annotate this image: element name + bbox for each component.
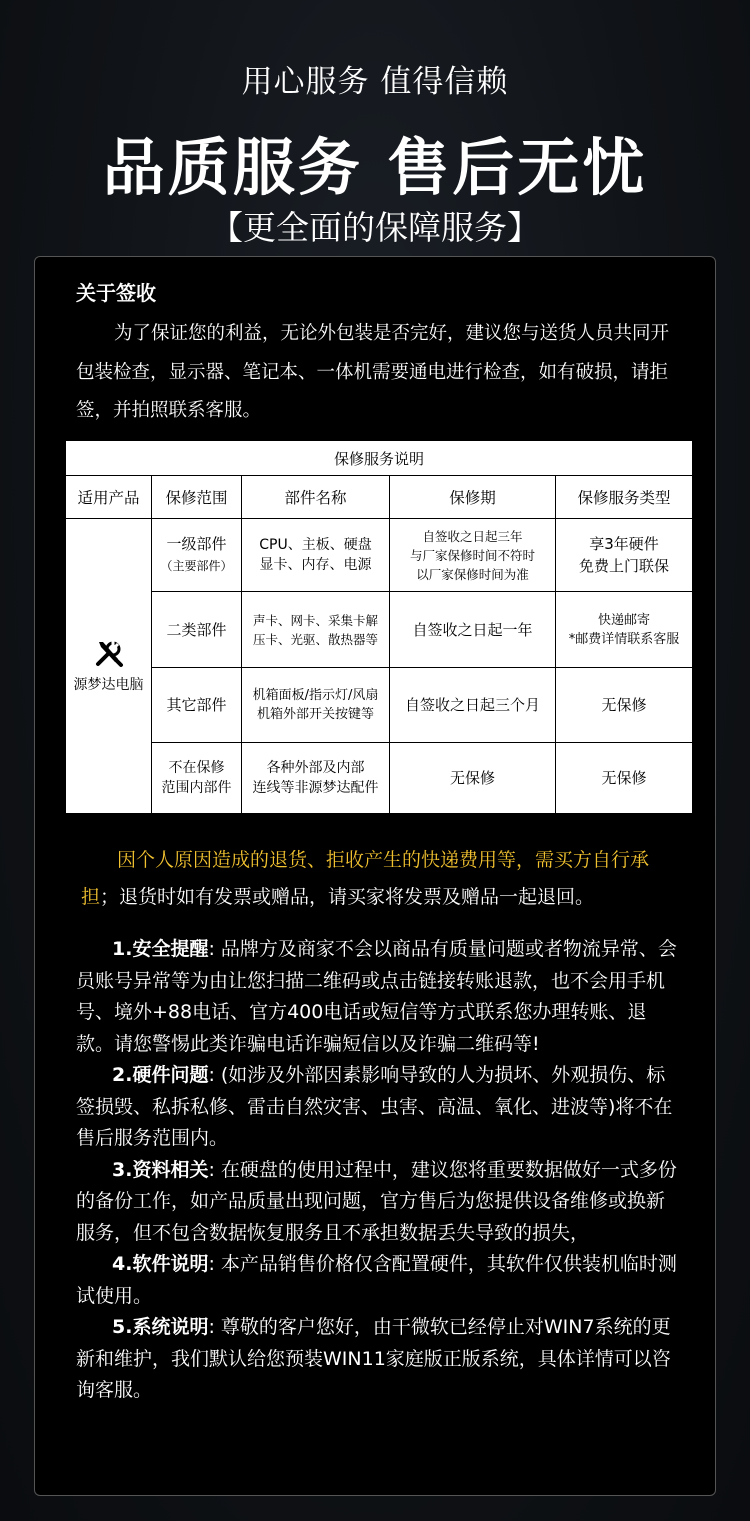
parts-line: 机箱外部开关按键等 bbox=[256, 707, 374, 722]
table-row bbox=[66, 743, 693, 814]
parts-line: CPU、主板、硬盘 bbox=[259, 537, 372, 553]
notice-text: : 本产品销售价格仅含配置硬件，其软件仅供装机临时测试使用。 bbox=[76, 1253, 677, 1307]
product-name: 源梦达电脑 bbox=[73, 676, 144, 693]
scope-note: （主要部件） bbox=[160, 559, 233, 573]
type-line: 快递邮寄 bbox=[598, 612, 651, 628]
notice-text: : 尊敬的客户您好，由干微软已经停止对WIN7系统的更新和维护，我们默认给您预装WIN11家庭版正版系统，具体详情可以咨询客服。 bbox=[76, 1316, 671, 1401]
notice-item bbox=[76, 1060, 681, 1155]
period-line: 与厂家保修时间不符时 bbox=[409, 547, 535, 563]
notice-label: 4.软件说明 bbox=[112, 1253, 209, 1275]
period-cell: 自签收之日起三个月 bbox=[390, 668, 556, 743]
col-header: 保修范围 bbox=[152, 476, 242, 519]
table-row bbox=[66, 519, 693, 592]
period-line: 自签收之日起三年 bbox=[422, 528, 523, 544]
period-line: 以厂家保修时间为准 bbox=[416, 566, 529, 582]
header-title: 品质服务 售后无忧 bbox=[102, 131, 648, 204]
col-header: 保修服务类型 bbox=[556, 476, 693, 519]
col-header: 保修期 bbox=[390, 476, 556, 519]
notice-label: 2.硬件问题 bbox=[112, 1064, 209, 1086]
parts-line: 连线等非源梦达配件 bbox=[252, 780, 379, 796]
sign-body bbox=[76, 315, 676, 431]
type-line: 免费上门联保 bbox=[579, 557, 670, 575]
parts-cell bbox=[242, 743, 390, 814]
notice-text: : (如涉及外部因素影响导致的人为损坏、外观损伤、标签损毁、私拆私修、雷击自然灾害、虫害、高温、氧化、进波等)将不在售后服务范围内。 bbox=[76, 1064, 673, 1149]
type-line: 享3年硬件 bbox=[589, 535, 659, 553]
parts-cell bbox=[242, 592, 390, 668]
parts-cell bbox=[242, 668, 390, 743]
type-cell bbox=[556, 592, 693, 668]
parts-line: 显卡、内存、电源 bbox=[259, 557, 372, 573]
table-title: 保修服务说明 bbox=[66, 441, 693, 476]
scope-cell: 二类部件 bbox=[152, 592, 242, 668]
header-tagline: 【更全面的保障服务】 bbox=[210, 208, 540, 247]
scope-line: 范围内部件 bbox=[161, 780, 232, 796]
parts-line: 压卡、光驱、散热器等 bbox=[252, 631, 378, 647]
parts-line: 声卡、网卡、采集卡解 bbox=[252, 612, 378, 628]
wrench-screwdriver-icon bbox=[94, 638, 124, 668]
notice-label: 5.系统说明 bbox=[112, 1316, 209, 1338]
scope-cell bbox=[152, 743, 242, 814]
header-subtitle: 用心服务 值得信赖 bbox=[241, 64, 509, 100]
sign-body-text: 为了保证您的利益，无论外包装是否完好，建议您与送货人员共同开包装检查，显示器、笔记本、一体机需要通电进行检查，如有破损，请拒签，并拍照联系客服。 bbox=[76, 323, 670, 421]
service-card bbox=[34, 256, 716, 1496]
scope-cell: 其它部件 bbox=[152, 668, 242, 743]
notice-label: 1.安全提醒 bbox=[112, 938, 209, 960]
notice-text: : 在硬盘的使用过程中，建议您将重要数据做好一式多份的备份工作，如产品质量出现问题，官方售后为您提供设备维修或换新服务，但不包含数据恢复服务且不承担数据丢失导致的损失， bbox=[76, 1158, 677, 1244]
period-cell bbox=[390, 519, 556, 592]
type-cell: 无保修 bbox=[556, 743, 693, 814]
type-line: *邮费详情联系客服 bbox=[568, 631, 680, 647]
notice-text: : 品牌方及商家不会以商品有质量问题或者物流异常、会员账号异常等为由让您扫描二维码或点击链接转账退款，也不会用手机号、境外+88电话、官方400电话或短信等方式联系您办理转账、退款。请您警惕此类诈骗电话诈骗短信以及诈骗二维码等! bbox=[76, 938, 677, 1055]
return-note-text: ；退货时如有发票或赠品，请买家将发票及赠品一起退回。 bbox=[100, 886, 595, 908]
scope-name: 一级部件 bbox=[166, 535, 227, 553]
period-cell: 自签收之日起一年 bbox=[390, 592, 556, 668]
notice-item bbox=[76, 1312, 681, 1407]
parts-line: 各种外部及内部 bbox=[266, 760, 365, 776]
scope-line: 不在保修 bbox=[168, 760, 225, 776]
warranty-table bbox=[65, 440, 693, 814]
col-header: 部件名称 bbox=[242, 476, 390, 519]
period-cell: 无保修 bbox=[390, 743, 556, 814]
type-cell bbox=[556, 519, 693, 592]
sign-title: 关于签收 bbox=[76, 281, 156, 305]
return-note bbox=[81, 842, 681, 916]
product-cell bbox=[66, 519, 152, 814]
scope-cell bbox=[152, 519, 242, 592]
table-row bbox=[66, 668, 693, 743]
notice-list bbox=[76, 934, 681, 1407]
notice-item bbox=[76, 934, 681, 1060]
parts-cell bbox=[242, 519, 390, 592]
return-note-highlight: 因个人原因造成的退货、拒收产生的快递费用等，需买方自行承担 bbox=[81, 849, 650, 908]
type-cell: 无保修 bbox=[556, 668, 693, 743]
table-row bbox=[66, 592, 693, 668]
notice-label: 3.资料相关 bbox=[112, 1158, 209, 1181]
notice-item bbox=[76, 1155, 681, 1250]
col-header: 适用产品 bbox=[66, 476, 152, 519]
notice-item bbox=[76, 1249, 681, 1312]
parts-line: 机箱面板/指示灯/风扇 bbox=[252, 688, 379, 703]
